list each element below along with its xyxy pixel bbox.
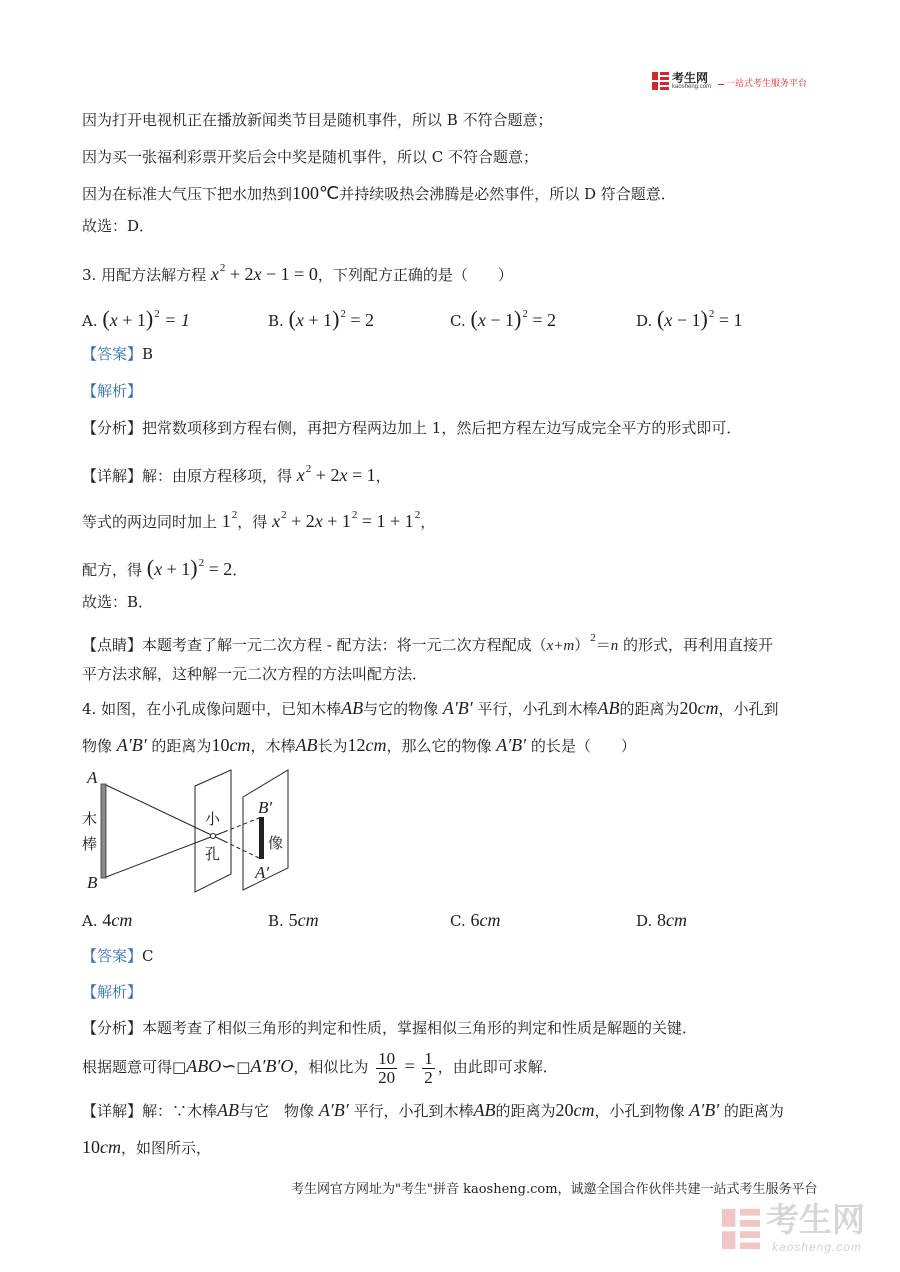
math-unit: cm — [100, 1137, 121, 1157]
prev-choice: 故选：D． — [82, 217, 155, 235]
math-term: + 2 — [311, 465, 340, 485]
math-term: + 1 — [162, 559, 191, 579]
q4-fenxi — [82, 1017, 697, 1039]
math-number: 20 — [555, 1100, 574, 1120]
logo-divider — [718, 84, 724, 85]
math-var: x — [664, 310, 673, 330]
superscript: 2 — [414, 509, 421, 521]
text-segment: 配方，得 — [82, 561, 147, 579]
pinhole-figure — [0, 760, 320, 900]
text-segment: 物像 — [82, 737, 117, 755]
text-segment: 的距离为 — [719, 1102, 784, 1120]
q4-option-b — [268, 908, 319, 933]
math-unit: cm — [666, 910, 688, 930]
paren-close: ) — [513, 306, 522, 331]
text-segment: ，由此即可求解． — [437, 1058, 558, 1076]
text-segment: 3. 用配方法解方程 — [82, 266, 211, 284]
math-term: = 1 — [159, 310, 190, 330]
text-segment: ，相似比为 — [293, 1058, 374, 1076]
text-segment: ，木棒 — [250, 737, 296, 755]
ray-top-dashed — [224, 841, 259, 858]
math-var: A′B′ — [496, 735, 527, 755]
option-label: B. — [268, 312, 284, 330]
math-unit: cm — [365, 735, 387, 755]
answer-value: B — [142, 345, 154, 363]
text-segment: 与它的物像 — [363, 700, 443, 718]
math-var: AB — [473, 1100, 496, 1120]
page-footer: 考生网官方网址为"考生"拼音 kaosheng.com，诚邀全国合作伙伴共建一站式考生服务平台 — [291, 1182, 818, 1197]
math-term: + 1 — [303, 310, 333, 330]
math-var: A′B′ — [116, 735, 147, 755]
label-a-prime: A′ — [255, 863, 270, 882]
text-segment: 根据题意可得 — [82, 1058, 173, 1076]
answer-value: C — [142, 947, 154, 965]
q3-option-a — [82, 302, 190, 333]
label-hole-2: 孔 — [205, 845, 221, 863]
q4-answer — [82, 945, 154, 967]
watermark-logo-icon — [722, 1205, 760, 1253]
superscript: 2 — [351, 509, 358, 521]
q4-xiangjie-line-2 — [82, 1136, 211, 1159]
math-number: 10 — [82, 1137, 100, 1157]
label-rod-1: 木 — [82, 810, 98, 828]
label-hole-1: 小 — [205, 810, 221, 828]
paren-open: ( — [102, 306, 110, 331]
answer-tag: 【答案】 — [82, 947, 143, 965]
math-var: x — [314, 511, 323, 531]
math-var: x — [477, 310, 486, 330]
paren-open: ( — [657, 306, 665, 331]
option-label: C. — [450, 312, 466, 330]
text-segment: 长为 — [317, 737, 348, 755]
logo-domain: kaosheng.com — [672, 84, 712, 90]
watermark-domain: kaosheng.com — [772, 1240, 863, 1254]
math-term: = — [400, 1056, 420, 1076]
label-a: A — [87, 768, 98, 787]
fenxi-text: 把常数项移到方程右侧，再把方程两边加上 1，然后把方程左边写成完全平方的形式即可． — [142, 419, 742, 437]
math-unit: cm — [479, 910, 501, 930]
text-segment: ， — [420, 513, 436, 531]
ray-bottom-dashed — [224, 818, 259, 832]
text-segment: 的距离为 — [619, 700, 680, 718]
text-segment: 等式的两边同时加上 — [82, 513, 222, 531]
math-var: n — [610, 638, 619, 654]
math-term: + 2 — [286, 511, 315, 531]
q3-dianjing — [82, 627, 773, 657]
text-segment: 因为在标准大气压下把水加热到 — [82, 185, 293, 203]
paren-open: ( — [146, 555, 155, 580]
label-b: B — [87, 873, 98, 892]
site-header-logo — [652, 71, 822, 93]
math-var: x — [295, 310, 304, 330]
text-segment: 与它 物像 — [239, 1102, 319, 1120]
text-segment: ，小孔到 — [718, 700, 779, 718]
math-var: x+m — [546, 638, 575, 654]
watermark — [722, 1200, 892, 1259]
q4-xiangjie-line-1 — [82, 1099, 784, 1122]
text-segment: 的距离为 — [146, 737, 212, 755]
dianjing-tag: 【点睛】 — [82, 636, 143, 654]
math-term: = 1 — [347, 465, 376, 485]
math-unit: cm — [229, 735, 251, 755]
option-label: A. — [82, 912, 98, 930]
denominator: 20 — [378, 1067, 396, 1087]
text-segment: 的长是（ ） — [526, 737, 636, 755]
q3-option-b — [268, 302, 374, 333]
answer-tag: 【答案】 — [82, 345, 143, 363]
superscript: 2 — [198, 557, 205, 569]
q3-answer — [82, 343, 153, 365]
label-image: 像 — [268, 834, 284, 852]
math-number: 12 — [347, 735, 366, 755]
math-number: 4 — [102, 910, 112, 930]
math-number: 20 — [679, 698, 698, 718]
option-label: C. — [450, 912, 466, 930]
prev-line-3 — [82, 182, 676, 205]
math-term: + 1 — [117, 310, 146, 330]
math-number: 5 — [288, 910, 298, 930]
text-segment: 并持续吸热会沸腾是必然事件，所以 D 符合题意． — [339, 185, 676, 203]
numerator: 1 — [424, 1048, 433, 1068]
math-var: x — [272, 511, 281, 531]
text-segment: 解：∵木棒 — [142, 1102, 218, 1120]
paren-open: ( — [288, 306, 296, 331]
paren-close: ) — [700, 306, 708, 331]
logo-name: 考生网 — [672, 71, 709, 85]
text-segment: ） — [574, 636, 590, 654]
q3-fenxi — [82, 417, 741, 439]
xiangjie-tag: 【详解】 — [82, 1102, 143, 1120]
text-segment: ，那么它的物像 — [386, 737, 497, 755]
kaosheng-logo-icon — [652, 72, 669, 90]
fraction-one-half — [422, 1050, 435, 1087]
prev-line-2: 因为买一张福利彩票开奖后会中奖是随机事件，所以 C 不符合题意； — [82, 148, 539, 166]
missing-glyph: □ — [236, 1058, 251, 1076]
math-term: − 1 = 0 — [261, 264, 318, 284]
text-segment: 解：由原方程移项，得 — [142, 467, 297, 485]
math-var: A′B′ — [442, 698, 473, 718]
watermark-name: 考生网 — [766, 1200, 865, 1239]
q4-analysis-tag: 【解析】 — [82, 983, 143, 1001]
superscript: 2 — [340, 308, 346, 320]
q4-stem-line-1 — [82, 697, 779, 720]
math-unit: cm — [111, 910, 133, 930]
q4-option-a — [82, 908, 132, 933]
q3-choice: 故选：B． — [82, 593, 154, 611]
superscript: 2 — [708, 308, 715, 320]
fenxi-tag: 【分析】 — [82, 1019, 143, 1037]
q4-basis — [82, 1046, 558, 1087]
q3-stem — [82, 257, 513, 286]
q3-step-1 — [82, 458, 391, 487]
math-term: = 1 + 1 — [357, 511, 414, 531]
fraction-ten-twenty — [376, 1050, 397, 1087]
math-number: 6 — [470, 910, 480, 930]
superscript: 2 — [231, 509, 238, 521]
math-term: = 2 — [204, 559, 233, 579]
denominator: 2 — [424, 1067, 433, 1087]
superscript: 2 — [219, 262, 226, 274]
text-segment: ＝ — [595, 636, 611, 654]
label-b-prime: B′ — [258, 798, 273, 817]
math-var: x — [154, 559, 163, 579]
math-number: 10 — [211, 735, 230, 755]
math-number: 8 — [657, 910, 667, 930]
q3-step-3 — [82, 552, 247, 581]
math-term: = 2 — [527, 310, 556, 330]
math-unit: cm — [697, 698, 719, 718]
superscript: 2 — [522, 308, 528, 320]
math-var: AB — [597, 698, 620, 718]
math-var: ABO — [186, 1056, 222, 1076]
math-var: A′B′ — [689, 1100, 720, 1120]
text-segment: ． — [232, 561, 248, 579]
text-segment: ，小孔到物像 — [594, 1102, 690, 1120]
math-var: x — [253, 264, 262, 284]
option-label: D. — [636, 312, 653, 330]
text-segment: 本题考查了解一元二次方程 - 配方法：将一元二次方程配成（ — [142, 636, 547, 654]
math-var: A′B′O — [250, 1056, 294, 1076]
superscript: 2 — [281, 509, 287, 521]
math-var: A′B′ — [318, 1100, 349, 1120]
text-segment: 的形式，再利用直接开 — [618, 636, 774, 654]
rod — [101, 784, 106, 878]
text-segment: ，得 — [237, 513, 273, 531]
superscript: 2 — [305, 463, 312, 475]
superscript: 2 — [590, 632, 596, 644]
math-term: 100℃ — [292, 183, 340, 203]
q4-option-d — [636, 908, 687, 933]
math-var: AB — [341, 698, 364, 718]
math-unit: cm — [573, 1100, 595, 1120]
q3-dianjing-line-2: 平方法求解，这种解一元二次方程的方法叫配方法． — [82, 665, 428, 683]
math-var: AB — [217, 1100, 240, 1120]
math-term: = 2 — [345, 310, 375, 330]
fenxi-tag: 【分析】 — [82, 419, 143, 437]
pinhole — [211, 834, 216, 839]
math-var: x — [339, 465, 348, 485]
math-unit: cm — [297, 910, 319, 930]
option-label: A. — [82, 312, 98, 330]
math-term: = 1 — [714, 310, 743, 330]
paren-close: ) — [332, 306, 340, 331]
math-term: 1 — [221, 511, 231, 531]
q3-option-d — [636, 302, 743, 333]
math-var: x — [109, 310, 118, 330]
math-var: x — [296, 465, 305, 485]
q4-stem-line-2 — [82, 734, 636, 757]
image-bar — [259, 817, 264, 859]
math-term: − 1 — [485, 310, 514, 330]
prev-line-1: 因为打开电视机正在播放新闻类节目是随机事件，所以 B 不符合题意； — [82, 111, 553, 129]
label-rod-2: 棒 — [82, 835, 98, 853]
text-segment: 的距离为 — [495, 1102, 556, 1120]
q3-step-2 — [82, 504, 435, 533]
fenxi-text: 本题考查了相似三角形的判定和性质，掌握相似三角形的判定和性质是解题的关键． — [142, 1019, 698, 1037]
text-segment: ， — [375, 467, 391, 485]
option-label: B. — [268, 912, 284, 930]
math-term: − 1 — [672, 310, 701, 330]
paren-open: ( — [470, 306, 478, 331]
xiangjie-tag: 【详解】 — [82, 467, 143, 485]
text-segment: ，如图所示， — [121, 1139, 212, 1157]
similar-symbol: ∽ — [221, 1056, 237, 1076]
q3-option-c — [450, 302, 556, 333]
text-segment: ，下列配方正确的是（ ） — [317, 266, 513, 284]
superscript: 2 — [154, 308, 160, 320]
paren-close: ) — [190, 555, 198, 580]
math-term: + 1 — [322, 511, 351, 531]
text-segment: 4. 如图，在小孔成像问题中，已知木棒 — [82, 700, 342, 718]
math-var: x — [210, 264, 219, 284]
paren-close: ) — [145, 306, 154, 331]
missing-glyph: □ — [172, 1058, 187, 1076]
q4-option-c — [450, 908, 501, 933]
math-var: AB — [295, 735, 318, 755]
option-label: D. — [636, 912, 653, 930]
numerator: 10 — [378, 1048, 396, 1068]
logo-slogan: 一站式考生服务平台 — [726, 79, 808, 89]
q3-analysis-tag: 【解析】 — [82, 382, 143, 400]
text-segment: 平行，小孔到木棒 — [348, 1102, 474, 1120]
text-segment: 平行，小孔到木棒 — [472, 700, 598, 718]
math-term: + 2 — [225, 264, 254, 284]
